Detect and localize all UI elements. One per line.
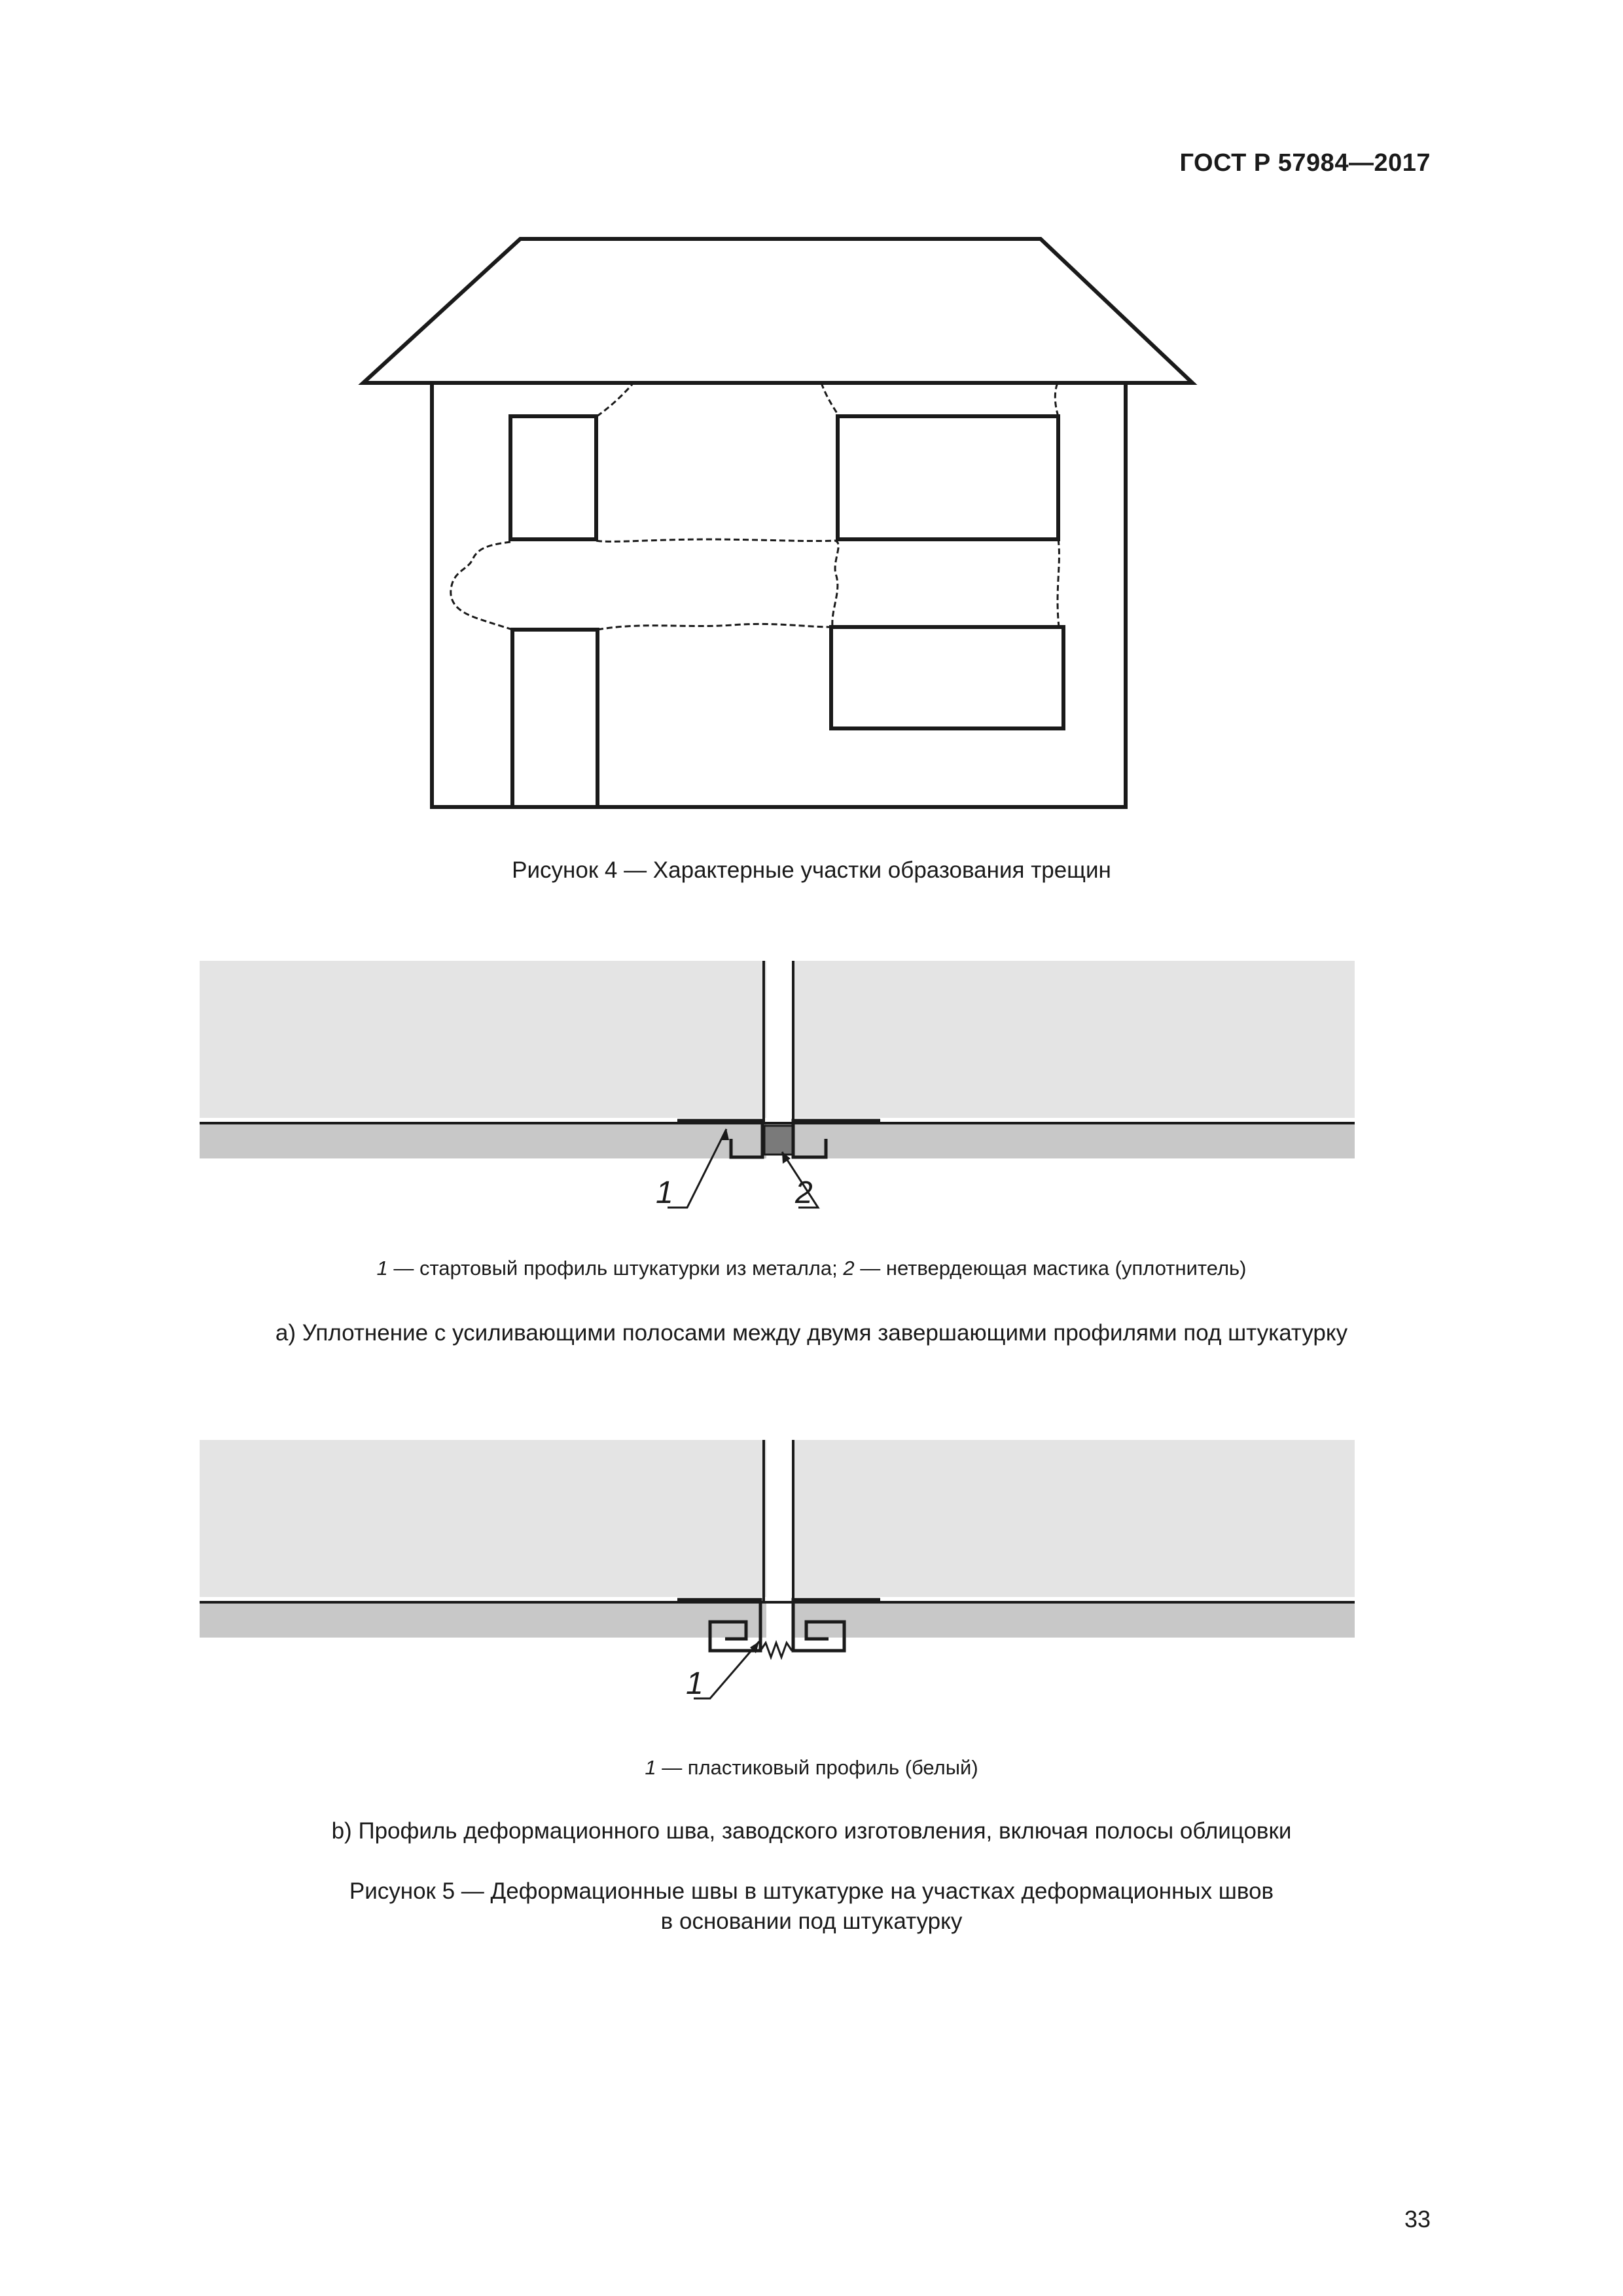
figure5-caption-line1: Рисунок 5 — Деформационные швы в штукатурке на участках деформационных швов (349, 1878, 1274, 1904)
plaster-strip-right-b (793, 1604, 1355, 1638)
panel-right-b (793, 1440, 1355, 1597)
figure5a-legend: 1 — стартовый профиль штукатурки из металла; 2 — нетвердеющая мастика (уплотнитель) (376, 1257, 1247, 1280)
figure4-caption: Рисунок 4 — Характерные участки образования трещин (512, 857, 1111, 883)
document-header: ГОСТ Р 57984—2017 (1179, 149, 1431, 177)
plaster-strip-left-b (200, 1604, 766, 1638)
callout-1-b: 1 (686, 1666, 704, 1701)
callout-1-a: 1 (656, 1175, 673, 1210)
accordion-spring (760, 1643, 792, 1657)
panel-left-b (200, 1440, 766, 1597)
figure5-caption-line2: в основании под штукатурку (660, 1909, 963, 1934)
figure5b-legend: 1 — пластиковый профиль (белый) (645, 1756, 978, 1779)
callout-2-a: 2 (795, 1175, 813, 1210)
figure5a-subcaption: a) Уплотнение с усиливающими полосами между двумя завершающими профилями под штукатурку (275, 1320, 1348, 1346)
figure5b-subcaption: b) Профиль деформационного шва, заводского изготовления, включая полосы облицовки (331, 1818, 1292, 1844)
page-number: 33 (1404, 2206, 1431, 2233)
